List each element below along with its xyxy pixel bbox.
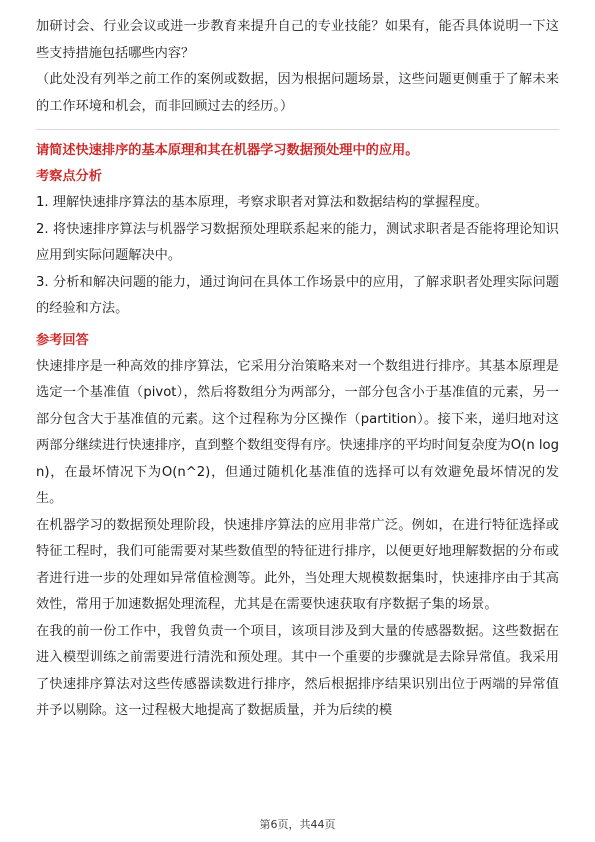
page-content	[36, 14, 559, 725]
analysis-item-1: 1. 理解快速排序算法的基本原理，考察求职者对算法和数据结构的掌握程度。	[36, 195, 488, 210]
answer-paragraph-1: 快速排序是一种高效的排序算法，它采用分治策略来对一个数组进行排序。其基本原理是选定一个基准值（pivot），然后将数组分为两部分，一部分包含小于基准值的元素，另一部分包含大于基准值的元素。这个过程称为分区操作（partition）。接下来，递归地对这两部分继续进行快速排序，直到整个数组变得有序。快速排序的平均时间复杂度为O(n log n)，在最坏情况下为O(n^2)，但通过随机化基准值的选择可以有效避免最坏情况的发生。	[36, 358, 559, 506]
analysis-item-2: 2. 将快速排序算法与机器学习数据预处理联系起来的能力，测试求职者是否能将理论知识应用到实际问题解决中。	[36, 221, 559, 263]
analysis-item-3: 3. 分析和解决问题的能力，通过询问在具体工作场景中的应用，了解求职者处理实际问题的经验和方法。	[36, 274, 559, 316]
intro-paragraph-2: （此处没有列举之前工作的案例或数据，因为根据问题场景，这些问题更侧重于了解未来的工作环境和机会，而非回顾过去的经历。）	[36, 72, 559, 114]
answer-heading: 参考回答	[36, 332, 89, 348]
page-number-footer: 第6页，共44页	[259, 818, 336, 831]
question-title: 请简述快速排序的基本原理和其在机器学习数据预处理中的应用。	[36, 143, 419, 158]
answer-paragraph-3: 在我的前一份工作中，我曾负责一个项目，该项目涉及到大量的传感器数据。这些数据在进入模型训练之前需要进行清洗和预处理。其中一个重要的步骤就是去除异常值。我采用了快速排序算法对这些传感器读数进行排序，然后根据排序结果识别出位于两端的异常值并予以剔除。这一过程极大地提高了数据质量，并为后续的模	[36, 623, 559, 718]
analysis-heading: 考察点分析	[36, 169, 102, 184]
intro-paragraph-1: 加研讨会、行业会议或进一步教育来提升自己的专业技能？如果有，能否具体说明一下这些支持措施包括哪些内容？	[36, 19, 559, 61]
answer-paragraph-2: 在机器学习的数据预处理阶段，快速排序算法的应用非常广泛。例如，在进行特征选择或特征工程时，我们可能需要对某些数值型的特征进行排序，以便更好地理解数据的分布或者进行进一步的处理如异常值检测等。此外，当处理大规模数据集时，快速排序由于其高效性，常用于加速数据处理流程，尤其是在需要快速获取有序数据子集的场景。	[36, 517, 559, 612]
section-divider	[36, 129, 559, 130]
